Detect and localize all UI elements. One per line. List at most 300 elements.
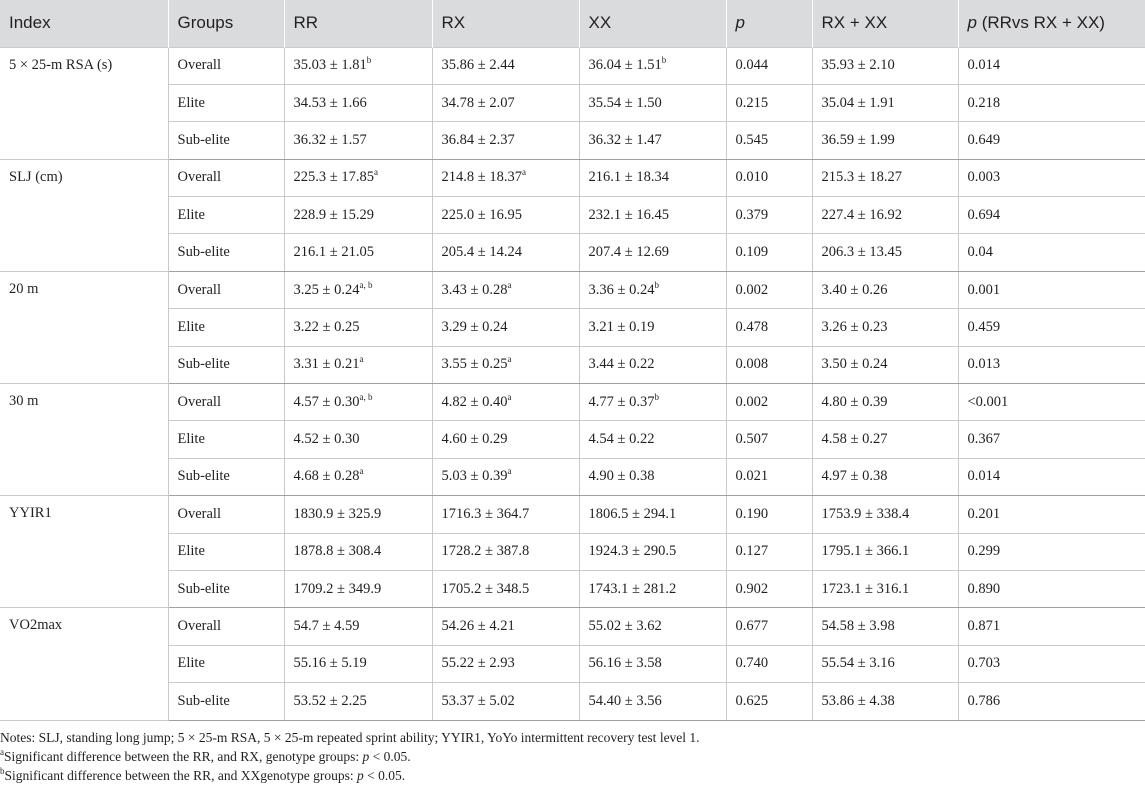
index-cell: VO2max bbox=[0, 608, 168, 720]
p-rr-vs-rxxx-cell-value: 0.703 bbox=[967, 655, 1001, 672]
significance-marker: b bbox=[654, 279, 659, 290]
rx-cell bbox=[432, 458, 579, 495]
rr-cell-value: 36.32 ± 1.57 bbox=[293, 131, 367, 148]
p-rr-vs-rxxx-cell bbox=[958, 570, 1145, 607]
p-rr-vs-rxxx-cell-value: 0.871 bbox=[967, 618, 1001, 635]
p-cell-value: 0.109 bbox=[735, 244, 769, 261]
group-cell-value: Elite bbox=[177, 94, 205, 111]
group-cell bbox=[168, 683, 284, 720]
p-rr-vs-rxxx-cell-value: 0.459 bbox=[967, 318, 1001, 335]
header-rx-xx: RX + XX bbox=[812, 0, 958, 47]
group-cell bbox=[168, 496, 284, 533]
rr-cell bbox=[284, 533, 432, 570]
rr-cell bbox=[284, 234, 432, 271]
table-notes bbox=[0, 728, 700, 785]
group-cell bbox=[168, 346, 284, 383]
group-cell-value: Overall bbox=[177, 57, 221, 74]
significance-marker: a, b bbox=[359, 279, 373, 290]
rx-xx-cell bbox=[812, 84, 958, 121]
rx-xx-cell bbox=[812, 570, 958, 607]
rx-cell-value: 53.37 ± 5.02 bbox=[441, 692, 515, 709]
p-rr-vs-rxxx-cell-value: 0.014 bbox=[967, 468, 1001, 485]
group-cell-value: Overall bbox=[177, 281, 221, 298]
p-cell-value: 0.379 bbox=[735, 206, 769, 223]
p-cell bbox=[726, 271, 812, 308]
rr-cell bbox=[284, 421, 432, 458]
rr-cell bbox=[284, 159, 432, 196]
rx-xx-cell-value: 35.04 ± 1.91 bbox=[821, 94, 895, 111]
rx-xx-cell bbox=[812, 234, 958, 271]
rr-cell bbox=[284, 384, 432, 421]
significance-marker: a bbox=[359, 466, 364, 477]
rx-cell-value: 1728.2 ± 387.8 bbox=[441, 543, 530, 560]
rr-cell bbox=[284, 197, 432, 234]
rx-xx-cell bbox=[812, 122, 958, 159]
p-rr-vs-rxxx-cell bbox=[958, 159, 1145, 196]
xx-cell bbox=[579, 421, 726, 458]
xx-cell-value: 3.36 ± 0.24 bbox=[588, 281, 655, 298]
group-cell-value: Elite bbox=[177, 431, 205, 448]
xx-cell bbox=[579, 683, 726, 720]
table-row bbox=[0, 645, 1145, 682]
rr-cell-value: 1709.2 ± 349.9 bbox=[293, 580, 382, 597]
p-cell-value: 0.215 bbox=[735, 94, 769, 111]
xx-cell-value: 4.77 ± 0.37 bbox=[588, 393, 655, 410]
p-cell bbox=[726, 159, 812, 196]
p-rr-vs-rxxx-cell-value: 0.367 bbox=[967, 431, 1001, 448]
rx-cell-value: 3.55 ± 0.25 bbox=[441, 356, 508, 373]
rx-xx-cell-value: 1753.9 ± 338.4 bbox=[821, 505, 910, 522]
significance-marker: a bbox=[359, 354, 364, 365]
rx-xx-cell-value: 227.4 ± 16.92 bbox=[821, 206, 902, 223]
p-rr-vs-rxxx-cell bbox=[958, 533, 1145, 570]
p-cell bbox=[726, 533, 812, 570]
group-cell-value: Elite bbox=[177, 543, 205, 560]
rr-cell bbox=[284, 309, 432, 346]
xx-cell-value: 4.54 ± 0.22 bbox=[588, 431, 655, 448]
rx-cell bbox=[432, 645, 579, 682]
note-b-marker: b bbox=[0, 766, 5, 776]
p-cell-value: 0.021 bbox=[735, 468, 769, 485]
p-rr-vs-rxxx-cell-value: 0.649 bbox=[967, 131, 1001, 148]
xx-cell bbox=[579, 197, 726, 234]
p-cell-value: 0.002 bbox=[735, 393, 769, 410]
note-b bbox=[0, 766, 700, 785]
rx-cell-value: 34.78 ± 2.07 bbox=[441, 94, 515, 111]
xx-cell-value: 36.04 ± 1.51 bbox=[588, 57, 662, 74]
p-cell-value: 0.625 bbox=[735, 692, 769, 709]
group-cell bbox=[168, 570, 284, 607]
rx-xx-cell-value: 36.59 ± 1.99 bbox=[821, 131, 895, 148]
rx-xx-cell bbox=[812, 346, 958, 383]
rr-cell-value: 216.1 ± 21.05 bbox=[293, 244, 374, 261]
p-cell-value: 0.902 bbox=[735, 580, 769, 597]
group-cell bbox=[168, 309, 284, 346]
p-cell bbox=[726, 421, 812, 458]
significance-marker: b bbox=[661, 55, 667, 66]
xx-cell-value: 232.1 ± 16.45 bbox=[588, 206, 669, 223]
rx-cell-value: 5.03 ± 0.39 bbox=[441, 468, 508, 485]
rx-cell-value: 4.60 ± 0.29 bbox=[441, 431, 508, 448]
xx-cell-value: 1924.3 ± 290.5 bbox=[588, 543, 677, 560]
rx-xx-cell bbox=[812, 683, 958, 720]
rx-cell-value: 54.26 ± 4.21 bbox=[441, 618, 515, 635]
group-cell bbox=[168, 84, 284, 121]
xx-cell bbox=[579, 458, 726, 495]
p-rr-vs-rxxx-cell bbox=[958, 346, 1145, 383]
rr-cell-value: 54.7 ± 4.59 bbox=[293, 618, 360, 635]
rr-cell-value: 225.3 ± 17.85 bbox=[293, 169, 374, 186]
xx-cell bbox=[579, 122, 726, 159]
xx-cell bbox=[579, 608, 726, 645]
table-row bbox=[0, 570, 1145, 607]
group-cell bbox=[168, 197, 284, 234]
p-cell-value: 0.677 bbox=[735, 618, 769, 635]
rr-cell-value: 53.52 ± 2.25 bbox=[293, 692, 367, 709]
rx-xx-cell-value: 4.97 ± 0.38 bbox=[821, 468, 888, 485]
rr-cell-value: 4.52 ± 0.30 bbox=[293, 431, 360, 448]
index-cell: 5 × 25-m RSA (s) bbox=[0, 47, 168, 159]
header-rr: RR bbox=[284, 0, 432, 47]
significance-marker: b bbox=[366, 55, 372, 66]
group-cell bbox=[168, 159, 284, 196]
p-rr-vs-rxxx-cell-value: 0.04 bbox=[967, 244, 993, 261]
rr-cell bbox=[284, 122, 432, 159]
p-rr-vs-rxxx-cell bbox=[958, 421, 1145, 458]
p-cell-value: 0.545 bbox=[735, 131, 769, 148]
xx-cell bbox=[579, 309, 726, 346]
p-rr-vs-rxxx-cell-value: 0.001 bbox=[967, 281, 1001, 298]
rx-xx-cell-value: 3.50 ± 0.24 bbox=[821, 356, 888, 373]
rr-cell-value: 1878.8 ± 308.4 bbox=[293, 543, 382, 560]
xx-cell bbox=[579, 47, 726, 84]
group-cell bbox=[168, 421, 284, 458]
note-a bbox=[0, 747, 700, 766]
rx-cell-value: 214.8 ± 18.37 bbox=[441, 169, 522, 186]
rx-xx-cell bbox=[812, 197, 958, 234]
rr-cell bbox=[284, 645, 432, 682]
p-cell-value: 0.507 bbox=[735, 431, 769, 448]
p-cell-value: 0.740 bbox=[735, 655, 769, 672]
rx-cell bbox=[432, 346, 579, 383]
p-cell-value: 0.010 bbox=[735, 169, 769, 186]
table-row bbox=[0, 309, 1145, 346]
group-cell bbox=[168, 47, 284, 84]
table-row bbox=[0, 384, 1145, 421]
xx-cell bbox=[579, 159, 726, 196]
rr-cell bbox=[284, 84, 432, 121]
p-rr-vs-rxxx-cell bbox=[958, 271, 1145, 308]
p-cell-value: 0.127 bbox=[735, 543, 769, 560]
xx-cell bbox=[579, 84, 726, 121]
rx-cell bbox=[432, 159, 579, 196]
header-p bbox=[726, 0, 812, 47]
table-row bbox=[0, 197, 1145, 234]
rx-cell-value: 3.43 ± 0.28 bbox=[441, 281, 508, 298]
header-p2-symbol: p bbox=[967, 13, 977, 33]
p-cell bbox=[726, 570, 812, 607]
rr-cell-value: 3.25 ± 0.24 bbox=[293, 281, 360, 298]
rx-cell bbox=[432, 197, 579, 234]
p-rr-vs-rxxx-cell bbox=[958, 47, 1145, 84]
rr-cell bbox=[284, 47, 432, 84]
xx-cell-value: 216.1 ± 18.34 bbox=[588, 169, 669, 186]
table-row bbox=[0, 84, 1145, 121]
p-rr-vs-rxxx-cell-value: 0.014 bbox=[967, 57, 1001, 74]
p-rr-vs-rxxx-cell bbox=[958, 458, 1145, 495]
rx-xx-cell-value: 53.86 ± 4.38 bbox=[821, 692, 895, 709]
group-cell-value: Elite bbox=[177, 206, 205, 223]
group-cell-value: Overall bbox=[177, 618, 221, 635]
xx-cell-value: 1743.1 ± 281.2 bbox=[588, 580, 677, 597]
group-cell bbox=[168, 234, 284, 271]
rr-cell-value: 1830.9 ± 325.9 bbox=[293, 505, 382, 522]
rx-xx-cell-value: 3.40 ± 0.26 bbox=[821, 281, 888, 298]
significance-marker: a bbox=[507, 279, 512, 290]
group-cell bbox=[168, 645, 284, 682]
table-row bbox=[0, 271, 1145, 308]
rx-cell bbox=[432, 496, 579, 533]
rx-cell bbox=[432, 47, 579, 84]
rr-cell bbox=[284, 683, 432, 720]
group-cell bbox=[168, 533, 284, 570]
p-cell-value: 0.044 bbox=[735, 57, 769, 74]
p-rr-vs-rxxx-cell-value: 0.201 bbox=[967, 505, 1001, 522]
rx-xx-cell bbox=[812, 496, 958, 533]
xx-cell-value: 56.16 ± 3.58 bbox=[588, 655, 662, 672]
rx-cell-value: 36.84 ± 2.37 bbox=[441, 131, 515, 148]
p-cell bbox=[726, 197, 812, 234]
table-row bbox=[0, 346, 1145, 383]
table-row bbox=[0, 234, 1145, 271]
table-row bbox=[0, 47, 1145, 84]
note-b-text: Significant difference between the RR, and XXgenotype groups: bbox=[4, 768, 358, 783]
significance-marker: b bbox=[654, 391, 659, 402]
rr-cell-value: 3.31 ± 0.21 bbox=[293, 356, 360, 373]
rx-cell bbox=[432, 421, 579, 458]
table-row bbox=[0, 608, 1145, 645]
xx-cell-value: 1806.5 ± 294.1 bbox=[588, 505, 677, 522]
group-cell-value: Sub-elite bbox=[177, 468, 230, 485]
xx-cell-value: 35.54 ± 1.50 bbox=[588, 94, 662, 111]
rx-xx-cell-value: 4.58 ± 0.27 bbox=[821, 431, 888, 448]
header-row bbox=[0, 0, 1145, 47]
rr-cell bbox=[284, 570, 432, 607]
xx-cell bbox=[579, 533, 726, 570]
rx-xx-cell bbox=[812, 645, 958, 682]
header-rx: RX bbox=[432, 0, 579, 47]
rx-cell bbox=[432, 309, 579, 346]
group-cell-value: Sub-elite bbox=[177, 131, 230, 148]
rx-xx-cell bbox=[812, 384, 958, 421]
p-rr-vs-rxxx-cell bbox=[958, 496, 1145, 533]
rr-cell-value: 35.03 ± 1.81 bbox=[293, 57, 367, 74]
p-cell bbox=[726, 496, 812, 533]
p-cell bbox=[726, 47, 812, 84]
rx-cell bbox=[432, 122, 579, 159]
xx-cell-value: 54.40 ± 3.56 bbox=[588, 692, 662, 709]
group-cell-value: Sub-elite bbox=[177, 244, 230, 261]
rx-cell bbox=[432, 384, 579, 421]
note-a-marker: a bbox=[0, 747, 4, 757]
rx-cell bbox=[432, 271, 579, 308]
group-cell-value: Elite bbox=[177, 318, 205, 335]
rr-cell bbox=[284, 608, 432, 645]
p-rr-vs-rxxx-cell-value: 0.786 bbox=[967, 692, 1001, 709]
header-index: Index bbox=[0, 0, 168, 47]
significance-marker: a, b bbox=[359, 391, 373, 402]
rr-cell bbox=[284, 458, 432, 495]
header-p2-label: (RRvs RX + XX) bbox=[981, 13, 1105, 33]
significance-marker: a bbox=[373, 167, 378, 178]
rx-xx-cell-value: 206.3 ± 13.45 bbox=[821, 244, 902, 261]
group-cell-value: Sub-elite bbox=[177, 580, 230, 597]
xx-cell-value: 3.21 ± 0.19 bbox=[588, 318, 655, 335]
note-b-threshold: < 0.05. bbox=[363, 768, 406, 783]
rr-cell-value: 4.57 ± 0.30 bbox=[293, 393, 360, 410]
rx-cell-value: 1705.2 ± 348.5 bbox=[441, 580, 530, 597]
index-cell: YYIR1 bbox=[0, 496, 168, 608]
rr-cell bbox=[284, 496, 432, 533]
p-cell bbox=[726, 122, 812, 159]
rx-cell bbox=[432, 234, 579, 271]
p-rr-vs-rxxx-cell-value: <0.001 bbox=[967, 393, 1009, 410]
rx-xx-cell bbox=[812, 309, 958, 346]
p-rr-vs-rxxx-cell bbox=[958, 683, 1145, 720]
rx-cell bbox=[432, 84, 579, 121]
rx-xx-cell-value: 54.58 ± 3.98 bbox=[821, 618, 895, 635]
p-cell bbox=[726, 608, 812, 645]
rx-xx-cell bbox=[812, 533, 958, 570]
rx-cell bbox=[432, 608, 579, 645]
xx-cell bbox=[579, 271, 726, 308]
rx-xx-cell-value: 55.54 ± 3.16 bbox=[821, 655, 895, 672]
rx-xx-cell bbox=[812, 159, 958, 196]
rx-cell bbox=[432, 533, 579, 570]
index-cell: 20 m bbox=[0, 271, 168, 383]
rx-cell-value: 205.4 ± 14.24 bbox=[441, 244, 522, 261]
table-row bbox=[0, 683, 1145, 720]
rx-cell-value: 55.22 ± 2.93 bbox=[441, 655, 515, 672]
rx-xx-cell-value: 1723.1 ± 316.1 bbox=[821, 580, 910, 597]
xx-cell-value: 3.44 ± 0.22 bbox=[588, 356, 655, 373]
group-cell-value: Overall bbox=[177, 393, 221, 410]
xx-cell-value: 55.02 ± 3.62 bbox=[588, 618, 662, 635]
group-cell bbox=[168, 458, 284, 495]
significance-marker: a bbox=[507, 354, 512, 365]
p-cell bbox=[726, 234, 812, 271]
rr-cell bbox=[284, 346, 432, 383]
xx-cell bbox=[579, 496, 726, 533]
index-cell: 30 m bbox=[0, 384, 168, 496]
p-cell-value: 0.190 bbox=[735, 505, 769, 522]
significance-marker: a bbox=[521, 167, 526, 178]
table-row bbox=[0, 533, 1145, 570]
p-rr-vs-rxxx-cell-value: 0.299 bbox=[967, 543, 1001, 560]
group-cell-value: Sub-elite bbox=[177, 356, 230, 373]
rx-xx-cell bbox=[812, 421, 958, 458]
p-rr-vs-rxxx-cell bbox=[958, 645, 1145, 682]
table-row bbox=[0, 122, 1145, 159]
p-rr-vs-rxxx-cell bbox=[958, 608, 1145, 645]
rr-cell-value: 228.9 ± 15.29 bbox=[293, 206, 374, 223]
rx-xx-cell-value: 35.93 ± 2.10 bbox=[821, 57, 895, 74]
rx-xx-cell-value: 3.26 ± 0.23 bbox=[821, 318, 888, 335]
rx-cell-value: 225.0 ± 16.95 bbox=[441, 206, 522, 223]
note-a-threshold: < 0.05. bbox=[369, 749, 411, 764]
rx-xx-cell bbox=[812, 608, 958, 645]
p-cell bbox=[726, 346, 812, 383]
rr-cell-value: 4.68 ± 0.28 bbox=[293, 468, 360, 485]
group-cell-value: Elite bbox=[177, 655, 205, 672]
index-cell: SLJ (cm) bbox=[0, 159, 168, 271]
p-rr-vs-rxxx-cell bbox=[958, 384, 1145, 421]
xx-cell bbox=[579, 346, 726, 383]
rx-cell-value: 1716.3 ± 364.7 bbox=[441, 505, 530, 522]
p-cell-value: 0.002 bbox=[735, 281, 769, 298]
rr-cell-value: 34.53 ± 1.66 bbox=[293, 94, 367, 111]
rx-xx-cell bbox=[812, 271, 958, 308]
table-row bbox=[0, 159, 1145, 196]
header-p-symbol: p bbox=[735, 13, 745, 33]
p-cell bbox=[726, 384, 812, 421]
xx-cell-value: 207.4 ± 12.69 bbox=[588, 244, 669, 261]
notes-abbreviations: Notes: SLJ, standing long jump; 5 × 25-m RSA, 5 × 25-m repeated sprint ability; YYIR1, YoYo intermittent recovery test level 1. bbox=[0, 730, 700, 745]
p-rr-vs-rxxx-cell-value: 0.890 bbox=[967, 580, 1001, 597]
rx-cell-value: 35.86 ± 2.44 bbox=[441, 57, 515, 74]
p-cell bbox=[726, 458, 812, 495]
rx-cell bbox=[432, 683, 579, 720]
xx-cell-value: 4.90 ± 0.38 bbox=[588, 468, 655, 485]
group-cell-value: Overall bbox=[177, 505, 221, 522]
rx-xx-cell-value: 215.3 ± 18.27 bbox=[821, 169, 902, 186]
rx-cell-value: 3.29 ± 0.24 bbox=[441, 318, 508, 335]
xx-cell bbox=[579, 234, 726, 271]
note-b-p: p bbox=[357, 768, 364, 783]
p-rr-vs-rxxx-cell-value: 0.218 bbox=[967, 94, 1001, 111]
rx-xx-cell bbox=[812, 458, 958, 495]
group-cell bbox=[168, 122, 284, 159]
rr-cell-value: 55.16 ± 5.19 bbox=[293, 655, 367, 672]
header-groups: Groups bbox=[168, 0, 284, 47]
note-a-p: p bbox=[362, 749, 370, 764]
table-row bbox=[0, 496, 1145, 533]
table-row bbox=[0, 421, 1145, 458]
rx-xx-cell-value: 4.80 ± 0.39 bbox=[821, 393, 888, 410]
p-rr-vs-rxxx-cell-value: 0.694 bbox=[967, 206, 1001, 223]
p-rr-vs-rxxx-cell bbox=[958, 234, 1145, 271]
p-rr-vs-rxxx-cell-value: 0.003 bbox=[967, 169, 1001, 186]
p-cell bbox=[726, 645, 812, 682]
p-rr-vs-rxxx-cell bbox=[958, 84, 1145, 121]
xx-cell bbox=[579, 384, 726, 421]
group-cell bbox=[168, 384, 284, 421]
p-cell-value: 0.008 bbox=[735, 356, 769, 373]
note-a-text: Significant difference between the RR, and RX, genotype groups: bbox=[4, 749, 363, 764]
rx-cell-value: 4.82 ± 0.40 bbox=[441, 393, 508, 410]
p-rr-vs-rxxx-cell-value: 0.013 bbox=[967, 356, 1001, 373]
group-cell-value: Sub-elite bbox=[177, 692, 230, 709]
header-xx: XX bbox=[579, 0, 726, 47]
rx-cell bbox=[432, 570, 579, 607]
rx-xx-cell-value: 1795.1 ± 366.1 bbox=[821, 543, 910, 560]
rr-cell bbox=[284, 271, 432, 308]
table-row bbox=[0, 458, 1145, 495]
p-cell bbox=[726, 683, 812, 720]
rx-xx-cell bbox=[812, 47, 958, 84]
significance-marker: a bbox=[507, 466, 512, 477]
p-rr-vs-rxxx-cell bbox=[958, 122, 1145, 159]
